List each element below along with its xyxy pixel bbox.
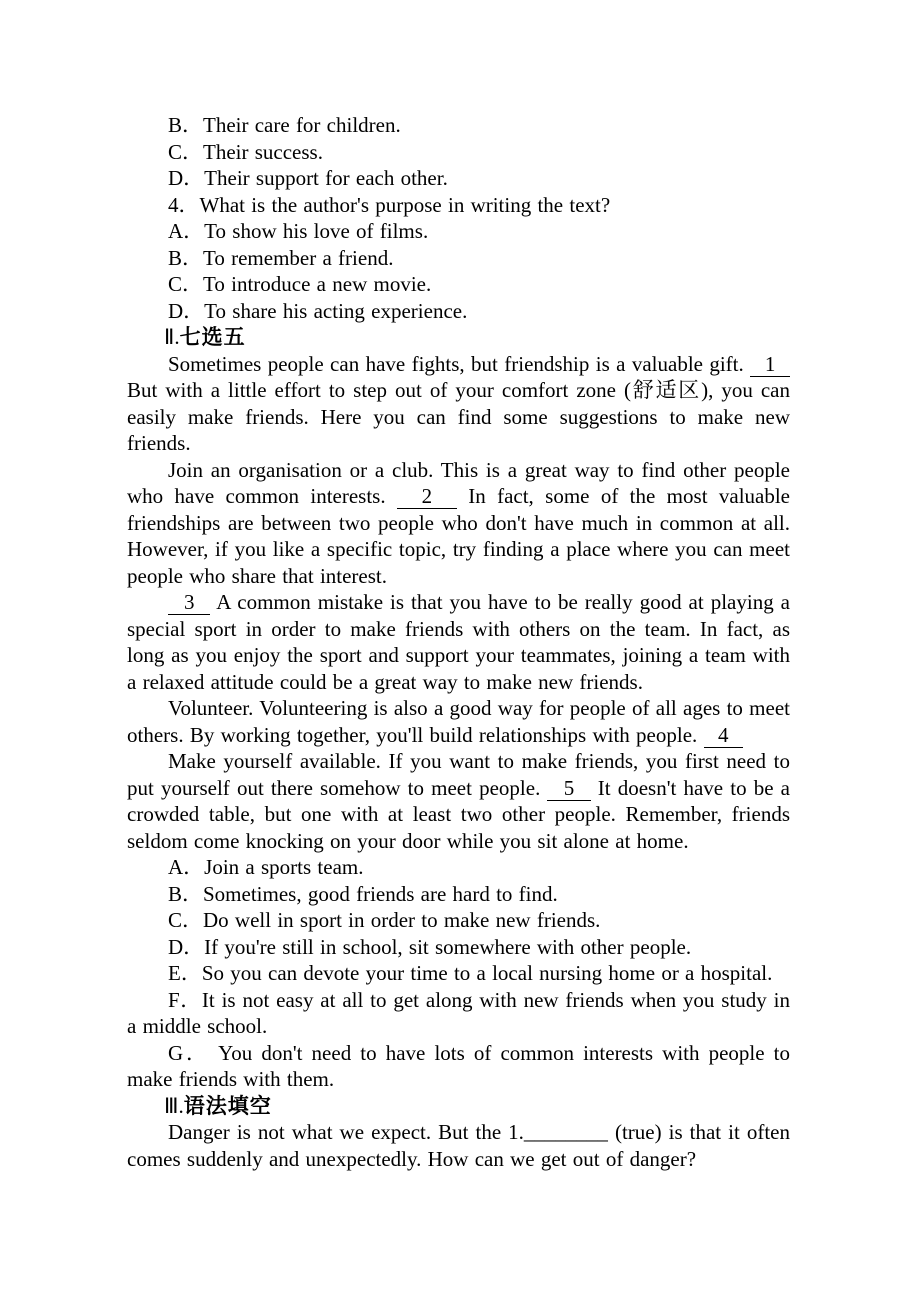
section-title: 七选五 — [179, 325, 246, 349]
numbered-blank: 4 — [705, 722, 742, 747]
numbered-blank: 1 — [752, 351, 789, 376]
choice-a: A．Join a sports team. — [168, 855, 364, 879]
cloze-paragraph-available: Make yourself available. If you want to make friends, you first need to put yourself out there somehow to meet people. 5 It doesn't have to be a crowded table, but one with at least two other people. Remember, friends seldom come knocking on your door while you sit alone at home. — [127, 749, 791, 853]
question-4: 4．What is the author's purpose in writing the text? — [168, 192, 611, 217]
option-line-4d: D．To share his acting experience. — [168, 298, 468, 323]
cloze-paragraph-intro: Sometimes people can have fights, but friendship is a valuable gift. 1 But with a little effort to step out of your comfort zone (舒适区), you can easily make friends. Here you can find some suggestions to make new friends. — [127, 351, 790, 455]
choice-f: F．It is not easy at all to get along with new friends when you study in a middle school. — [127, 987, 790, 1038]
grammar-paragraph: Danger is not what we expect. But the 1.________ (true) is that it often comes suddenly and unexpectedly. How can we get out of danger? — [127, 1120, 790, 1171]
numbered-blank: 3 — [170, 590, 209, 614]
numbered-blank: 5 — [549, 775, 589, 800]
option-line-d: D．Their support for each other. — [168, 166, 448, 190]
cloze-paragraph-sport: 3 A common mistake is that you have to be really good at playing a special sport in order to make friends with others on the team. In fact, as long as you enjoy the sport and support your teammates, joining a team with a relaxed attitude could be a great way to make new friends. — [127, 590, 791, 694]
section-title: 语法填空 — [183, 1093, 272, 1118]
choice-d: D．If you're still in school, sit somewhere with other people. — [168, 934, 692, 959]
choice-c: C．Do well in sport in order to make new friends. — [168, 908, 601, 932]
section-header-cloze — [127, 324, 790, 351]
cloze-paragraph-volunteer: Volunteer. Volunteering is also a good way for people of all ages to meet others. By working together, you'll build relationships with people. 4 — [127, 696, 790, 747]
numbered-blank: 2 — [398, 484, 455, 508]
option-line-c: C．Their success. — [168, 139, 323, 164]
choice-g: G． You don't need to have lots of common interests with people to make friends with them. — [127, 1040, 790, 1091]
option-line-b: B．Their care for children. — [168, 113, 401, 137]
section-numeral: Ⅱ. — [164, 325, 180, 349]
option-line-4c: C．To introduce a new movie. — [168, 272, 432, 296]
option-line-4b: B．To remember a friend. — [168, 245, 394, 270]
section-header-grammar — [127, 1093, 790, 1120]
choice-e: E．So you can devote your time to a local nursing home or a hospital. — [168, 961, 773, 985]
document-body — [127, 112, 790, 1172]
cloze-paragraph-club: Join an organisation or a club. This is a great way to find other people who have common interests. 2 In fact, some of the most valuable friendships are between two people who don't have much in common at all. However, if you like a specific topic, try finding a place where you can meet people who share that interest. — [127, 457, 791, 588]
choice-b: B．Sometimes, good friends are hard to find. — [168, 881, 558, 906]
section-numeral: Ⅲ. — [164, 1093, 184, 1118]
option-line-4a: A．To show his love of films. — [168, 219, 429, 243]
